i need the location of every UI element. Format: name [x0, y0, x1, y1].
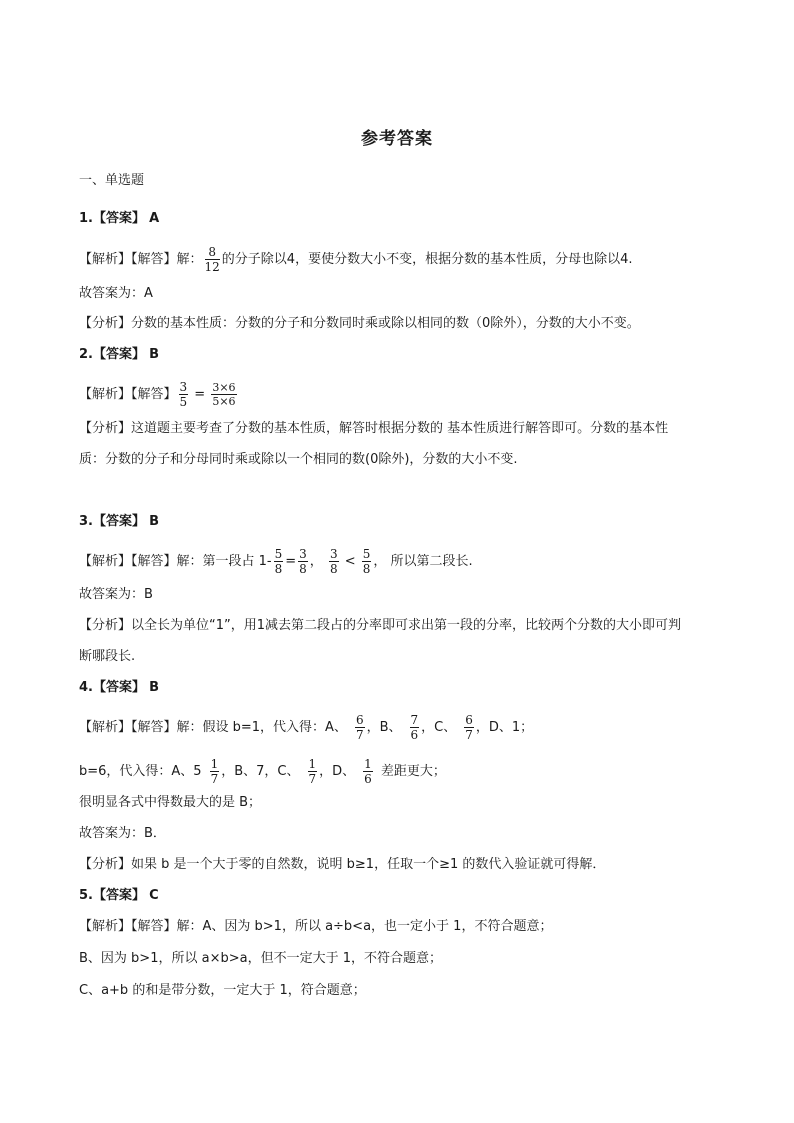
q3-fraction-d-den: 8 [362, 562, 371, 576]
q3-answer-label: 3.【答案】 [79, 514, 145, 529]
page-title: 参考答案 [361, 129, 433, 149]
q3-answer-value: B [149, 514, 160, 529]
q4-line1-fraction-c-den: 7 [465, 728, 473, 742]
q4-line2-fraction-c-den: 6 [364, 772, 372, 786]
q1-explanation-rest: 的分子除以4，要使分数大小不变，根据分数的基本性质，分母也除以4. [221, 252, 633, 267]
q5-answer-label: 5.【答案】 [79, 888, 145, 903]
q4-line1-fraction-b [410, 714, 420, 741]
q3-less-than: < [344, 554, 356, 569]
q3-comma: ， [309, 554, 323, 569]
q1-fraction [205, 246, 220, 273]
q4-line1-fraction-c-num: 6 [465, 713, 473, 727]
q4-line1-prefix: 【解析】【解答】解：假设 b=1，代入得：A、 [79, 720, 347, 735]
q4-line2-fraction-b [308, 758, 318, 785]
q4-line2-rest: 差距更大； [380, 764, 446, 779]
q4-line2-fraction-c-num: 1 [364, 757, 372, 771]
q1-fraction-num: 8 [205, 246, 220, 260]
q3-fraction-d-num: 5 [362, 547, 371, 561]
q4-line1-fraction-a [355, 714, 365, 741]
q4-line2-fraction-b-den: 7 [308, 772, 317, 786]
q1-fraction-den: 12 [204, 260, 220, 274]
q2-analysis-line1: 【分析】这道题主要考查了分数的基本性质，解答时根据分数的 基本性质进行解答即可。分数的基本性 [79, 421, 669, 436]
q5-explanation-line2: B、因为 b>1，所以 a×b>a，但不一定大于 1，不符合题意； [79, 951, 442, 966]
section-heading: 一、单选题 [79, 173, 145, 188]
q5-explanation-line1: 【解析】【解答】解：A、因为 b>1，所以 a÷b<a，也一定小于 1，不符合题意； [79, 919, 553, 934]
q4-line2-d: ，D、 [319, 764, 356, 779]
q4-line1-fraction-c [464, 714, 474, 741]
q4-answer-value: B [149, 680, 160, 695]
q4-line1-fraction-b-den: 6 [410, 728, 419, 742]
q4-line1-c: ，C、 [421, 720, 457, 735]
q2-answer-label: 2.【答案】 [79, 347, 145, 362]
q3-explanation-prefix: 【解析】【解答】解：第一段占 1- [79, 554, 272, 569]
q4-line1-fraction-a-num: 6 [355, 713, 364, 727]
q2-answer-value: B [149, 347, 160, 362]
q1-answer-label: 1.【答案】 [79, 211, 145, 226]
q2-explanation [79, 381, 239, 408]
q3-fraction-a-den: 8 [274, 562, 283, 576]
q1-answer-line [79, 210, 159, 228]
q4-line1-b: ，B、 [366, 720, 402, 735]
q3-analysis-line1: 【分析】以全长为单位“1”，用1减去第二段占的分率即可求出第一段的分率，比较两个分数的大小即可判 [79, 618, 682, 633]
q4-line2-fraction-c [363, 758, 373, 785]
q2-analysis-line2: 质：分数的分子和分母同时乘或除以一个相同的数(0除外)，分数的大小不变. [79, 452, 518, 467]
q4-explanation-line2 [79, 758, 446, 785]
q1-analysis: 【分析】分数的基本性质：分数的分子和分数同时乘或除以相同的数（0除外），分数的大小不变。 [79, 316, 640, 331]
q3-conclusion: 故答案为：B [79, 587, 153, 602]
q3-analysis-line2: 断哪段长. [79, 649, 136, 664]
q4-explanation-line1 [79, 714, 533, 741]
q4-line1-fraction-a-den: 7 [355, 728, 364, 742]
q5-explanation-line3: C、a+b 的和是带分数，一定大于 1，符合题意； [79, 983, 366, 998]
q4-analysis: 【分析】如果 b 是一个大于零的自然数，说明 b≥1，任取一个≥1 的数代入验证就可得解． [79, 857, 606, 872]
q5-answer-line [79, 887, 159, 905]
q3-equals: = [285, 554, 297, 569]
q3-fraction-b-den: 8 [299, 562, 307, 576]
q3-fraction-c [329, 548, 339, 575]
q1-answer-value: A [149, 211, 160, 226]
q5-answer-value: C [149, 888, 159, 903]
q4-line2-fraction-b-num: 1 [308, 757, 317, 771]
q2-fraction-b-num: 3×6 [212, 381, 236, 394]
q4-line2-fraction-a-num: 1 [210, 757, 219, 771]
q2-fraction-a-num: 3 [179, 380, 188, 394]
q3-fraction-c-den: 8 [329, 562, 338, 576]
q3-fraction-a [274, 548, 284, 575]
q3-fraction-b [298, 548, 308, 575]
q3-answer-line [79, 513, 159, 531]
q4-line1-fraction-b-num: 7 [410, 713, 419, 727]
q2-fraction-b-den: 5×6 [212, 395, 236, 408]
q2-fraction-b [211, 382, 236, 407]
q4-conclusion: 故答案为：B． [79, 826, 166, 841]
q1-conclusion: 故答案为：A [79, 286, 153, 301]
q3-explanation-rest: ， 所以第二段长. [373, 554, 473, 569]
q2-fraction-a-den: 5 [179, 395, 188, 409]
q2-answer-line [79, 346, 159, 364]
q1-explanation [79, 246, 632, 273]
q4-line2-fraction-a [210, 758, 220, 785]
q2-equals: = [194, 387, 206, 402]
q4-line2-prefix: b=6，代入得：A、5 [79, 764, 202, 779]
q3-fraction-c-num: 3 [329, 547, 338, 561]
q4-line2-fraction-a-den: 7 [210, 772, 219, 786]
q3-explanation [79, 548, 473, 575]
q4-explanation-line3: 很明显各式中得数最大的是 B； [79, 795, 262, 810]
q4-line2-mid: ，B、7，C、 [221, 764, 300, 779]
q3-fraction-b-num: 3 [299, 547, 307, 561]
q4-answer-label: 4.【答案】 [79, 680, 145, 695]
q4-answer-line [79, 679, 159, 697]
q2-explanation-prefix: 【解析】【解答】 [79, 387, 177, 402]
q3-fraction-a-num: 5 [274, 547, 283, 561]
q4-line1-d: ，D、1； [475, 720, 534, 735]
q2-fraction-a [179, 381, 189, 408]
q1-explanation-prefix: 【解析】【解答】解： [79, 252, 203, 267]
q3-fraction-d [362, 548, 372, 575]
